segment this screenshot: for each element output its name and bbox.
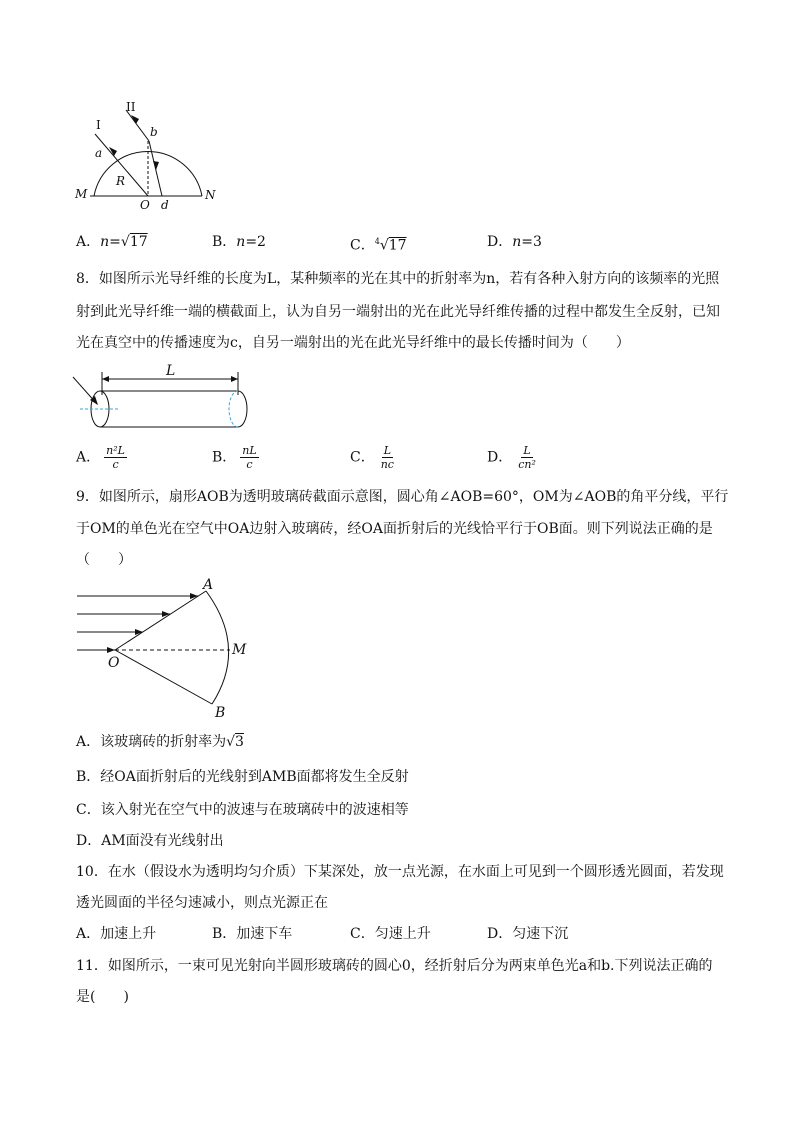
arrowhead-right xyxy=(231,376,238,382)
value: =2 xyxy=(245,234,266,250)
q10-option-c[interactable]: C．匀速上升 xyxy=(350,926,431,942)
q10-line-2: 透光圆面的半径匀速减小，则点光源正在 xyxy=(76,895,328,911)
label-O: O xyxy=(108,655,120,671)
ray-II xyxy=(126,110,149,141)
q9-option-c[interactable]: C．该入射光在空气中的波速与在玻璃砖中的波速相等 xyxy=(76,802,409,818)
q10-option-a[interactable]: A．加速上升 xyxy=(76,926,157,942)
ray4-arrowhead xyxy=(107,647,115,653)
var-n: n xyxy=(236,234,246,250)
fiber-length-label: L xyxy=(166,363,176,379)
edge-OB xyxy=(115,650,212,704)
var-n: n xyxy=(100,234,110,250)
q8-line-1: 8．如图所示光导纤维的长度为L，某种频率的光在其中的折射率为n，若有各种入射方向的该频率的光照 xyxy=(76,271,720,287)
denominator: nc xyxy=(380,458,394,471)
label-N: N xyxy=(205,188,216,202)
q8-fiber-figure xyxy=(70,362,260,437)
q8-line-2: 射到此光导纤维一端的横截面上，认为自另一端射出的光在此光导纤维传播的过程中都发生全反射，已知 xyxy=(76,304,720,320)
q9-option-d[interactable]: D．AM面没有光线射出 xyxy=(76,833,224,849)
sqrt-sign: √ xyxy=(226,734,236,750)
q7-figure xyxy=(70,98,220,213)
q7-option-d[interactable] xyxy=(487,232,542,252)
option-prefix: A． xyxy=(76,234,101,250)
q7-option-a[interactable] xyxy=(76,232,148,252)
ray1-arrowhead xyxy=(190,593,198,599)
label-O: O xyxy=(140,198,150,212)
radicand: 3 xyxy=(235,734,244,750)
numerator: L xyxy=(523,444,531,457)
q9-option-b[interactable]: B．经OA面折射后的光线射到AMB面都将发生全反射 xyxy=(76,769,409,785)
q10-line-1: 10．在水（假设水为透明均匀介质）下某深处，放一点光源，在水面上可见到一个圆形透光圆面，若发现 xyxy=(76,864,724,880)
fiber-right-dashed xyxy=(229,391,238,427)
denominator: cn² xyxy=(518,458,536,471)
option-prefix: A． xyxy=(76,449,101,466)
option-prefix: D． xyxy=(487,234,513,250)
q8-option-d[interactable] xyxy=(487,444,538,471)
numerator: nL xyxy=(242,444,257,457)
sqrt-sign: √ xyxy=(120,234,130,250)
q11-line-1: 11．如图所示，一束可见光射向半圆形玻璃砖的圆心0，经折射后分为两束单色光a和b.下列说法正确的 xyxy=(76,958,713,974)
q8-option-c[interactable] xyxy=(350,444,396,471)
fiber-right-end xyxy=(238,391,247,427)
label-M: M xyxy=(75,187,88,201)
arrow-II-refr xyxy=(153,161,159,170)
fraction xyxy=(240,444,258,471)
numerator: L xyxy=(383,444,391,457)
option-prefix: D． xyxy=(487,449,513,466)
radicand: 17 xyxy=(129,234,148,250)
label-d: d xyxy=(161,198,169,212)
label-a: a xyxy=(95,146,103,160)
q8-option-b[interactable] xyxy=(212,444,259,471)
denominator: c xyxy=(246,458,253,471)
option-prefix: C． xyxy=(350,237,375,254)
fraction xyxy=(104,444,127,471)
q10-option-b[interactable]: B．加速下车 xyxy=(212,926,293,942)
q9-option-a[interactable] xyxy=(76,732,244,752)
numerator: n²L xyxy=(106,444,125,457)
label-A: A xyxy=(203,577,214,593)
fraction xyxy=(379,444,396,471)
label-M: M xyxy=(232,642,247,658)
option-prefix: B． xyxy=(212,234,237,250)
fraction xyxy=(516,444,538,471)
radicand: 17 xyxy=(388,237,407,254)
sqrt-sign: √ xyxy=(379,237,389,254)
root-index: 4 xyxy=(374,237,380,246)
label-b: b xyxy=(150,125,158,139)
arc-AMB xyxy=(206,591,229,704)
label-R: R xyxy=(116,174,126,188)
option-text: A．该玻璃砖的折射率为 xyxy=(76,734,227,750)
q9-line-3: （ ） xyxy=(76,552,132,568)
q7-option-c[interactable] xyxy=(350,232,407,256)
q9-line-1: 9．如图所示，扇形AOB为透明玻璃砖截面示意图，圆心角∠AOB=60°，OM为∠AOB的角平分线，平行 xyxy=(76,489,729,505)
option-prefix: C． xyxy=(350,449,375,466)
label-I: I xyxy=(96,118,101,132)
value: =3 xyxy=(521,234,542,250)
label-B: B xyxy=(215,705,226,720)
var-n: n xyxy=(512,234,522,250)
q9-line-2: 于OM的单色光在空气中OA边射入玻璃砖，经OA面折射后的光线恰平行于OB面。则下列说法正确的是 xyxy=(76,521,713,537)
arrowhead-left xyxy=(102,376,109,382)
q9-sector-figure xyxy=(70,574,260,720)
label-II: II xyxy=(126,100,136,114)
q8-line-3: 光在真空中的传播速度为c，自另一端射出的光在此光导纤维中的最长传播时间为（ ） xyxy=(76,335,630,351)
edge-OA xyxy=(115,591,206,650)
option-prefix: B． xyxy=(212,449,237,466)
denominator: c xyxy=(112,458,119,471)
q10-option-d[interactable]: D．匀速下沉 xyxy=(487,926,569,942)
ray2-arrowhead xyxy=(162,611,170,617)
q11-line-2: 是( ) xyxy=(76,989,129,1005)
equals: = xyxy=(109,234,121,250)
q7-option-b[interactable] xyxy=(212,232,266,252)
q8-option-a[interactable] xyxy=(76,444,127,471)
